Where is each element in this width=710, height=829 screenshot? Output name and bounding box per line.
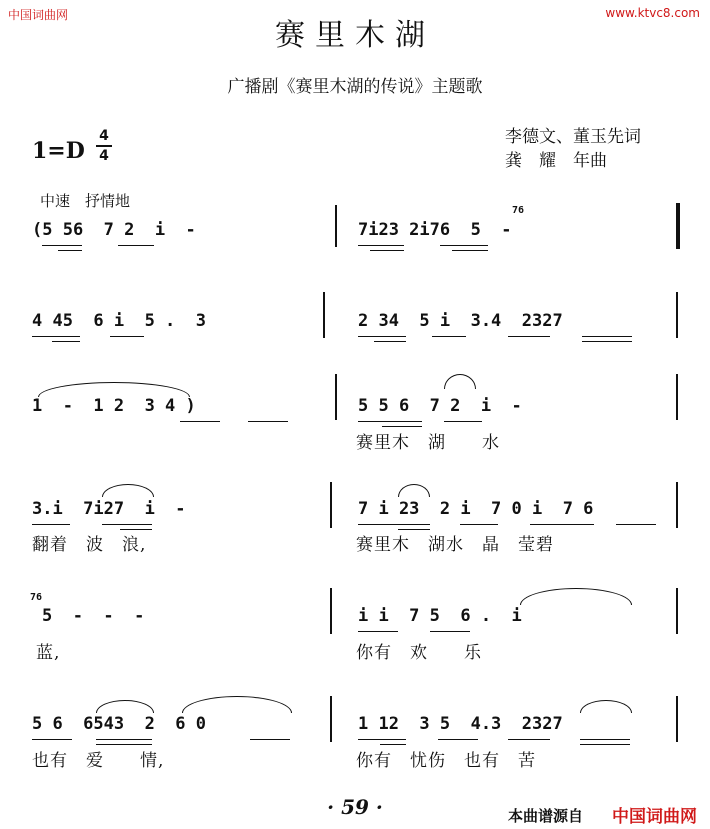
barline	[676, 588, 678, 634]
time-numerator: 4	[99, 128, 109, 144]
barline	[323, 292, 325, 338]
composer-credit: 龚 耀 年曲	[505, 151, 607, 171]
barline	[330, 482, 332, 528]
barline	[676, 374, 678, 420]
notes-line5-part2: i i 7 5 6 . i	[358, 606, 522, 626]
lyrics-line4-part1: 翻着 波 浪,	[32, 535, 147, 555]
time-signature	[96, 128, 112, 164]
song-title: 赛里木湖	[275, 18, 435, 53]
watermark-left: 中国词曲网	[8, 8, 69, 22]
key-signature: 1=D	[32, 138, 85, 164]
source-label: 本曲谱源自	[508, 807, 584, 825]
tempo-marking: 中速 抒情地	[40, 192, 131, 210]
lyrics-line5-part1: 蓝,	[36, 643, 61, 663]
barline	[330, 588, 332, 634]
barline	[330, 696, 332, 742]
lyrics-line4-part2: 赛里木 湖水 晶 莹碧	[356, 535, 554, 555]
lyricist-credit: 李德文、董玉先词	[505, 127, 641, 147]
grace-notes: 76	[30, 592, 43, 603]
lyrics-line5-part2: 你有 欢 乐	[356, 643, 482, 663]
notes-line1-part2: 7i23 2i76 5 -	[358, 220, 512, 240]
lyrics-line6-part2: 你有 忧伤 也有 苦	[356, 751, 536, 771]
barline	[676, 482, 678, 528]
repeat-barline	[676, 203, 680, 249]
notes-line4-part2: 7 i 23 2 i 7 0 i 7 6	[358, 499, 594, 519]
lyrics-line3: 赛里木 湖 水	[356, 433, 500, 453]
barline	[676, 696, 678, 742]
notes-line2-part2: 2 34 5 i 3.4 2327	[358, 311, 563, 331]
barline	[676, 292, 678, 338]
notes-line2-part1: 4 45 6 i 5 . 3	[32, 311, 206, 331]
watermark-right: www.ktvc8.com	[605, 6, 700, 20]
notes-line5-part1: 5 - - -	[42, 606, 145, 626]
grace-notes: 76	[512, 205, 525, 216]
notes-line3-part2: 5 5 6 7 2 i -	[358, 396, 522, 416]
song-subtitle: 广播剧《赛里木湖的传说》主题歌	[227, 77, 483, 97]
notes-line1-part1: (5 56 7 2 i -	[32, 220, 196, 240]
notes-line6-part2: 1 12 3 5 4.3 2327	[358, 714, 563, 734]
brand-link[interactable]: 中国词曲网	[612, 807, 697, 827]
time-denominator: 4	[99, 148, 109, 164]
notes-line6-part1: 5 6 6543 2 6 0	[32, 714, 206, 734]
barline	[335, 205, 337, 247]
barline	[335, 374, 337, 420]
page-number: · 59 ·	[327, 795, 383, 819]
lyrics-line6-part1: 也有 爱 情,	[32, 751, 165, 771]
notes-line4-part1: 3.i 7i27 i -	[32, 499, 186, 519]
notes-line3-part1: 1 - 1 2 3 4 )	[32, 396, 196, 416]
